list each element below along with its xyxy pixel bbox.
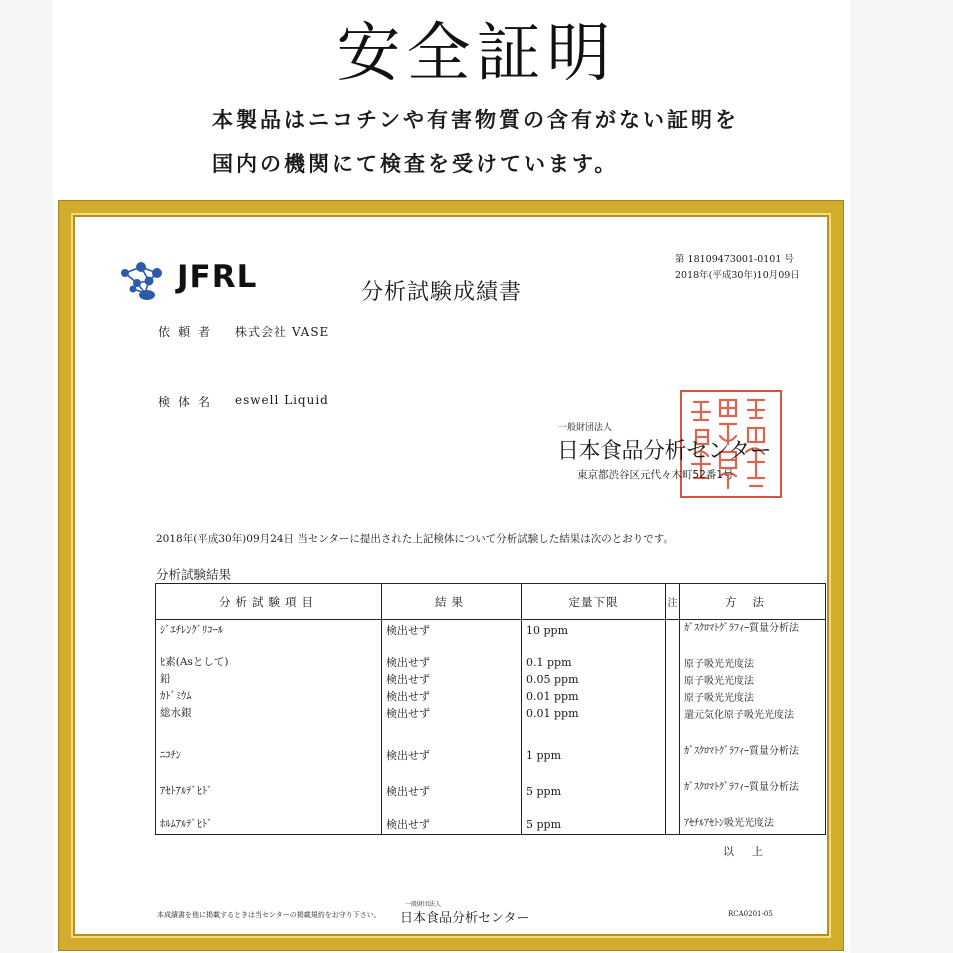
result-cell: 検出せず	[382, 620, 522, 656]
result-cell: 検出せず	[382, 779, 522, 815]
method-cell: ｱｾﾁﾙｱｾﾄﾝ吸光光度法	[680, 815, 826, 835]
item-cell: ｶﾄﾞﾐｳﾑ	[156, 690, 382, 707]
item-cell: ﾋ素(Asとして)	[156, 656, 382, 673]
note-cell	[666, 815, 680, 835]
jfrl-logo	[119, 259, 279, 303]
end-mark: 以上	[723, 845, 781, 858]
item-cell: ｼﾞｴﾁﾚﾝｸﾞﾘｺｰﾙ	[156, 620, 382, 656]
client-label: 依頼者	[158, 325, 219, 339]
header-note: 注	[666, 584, 680, 620]
result-cell: 検出せず	[382, 815, 522, 835]
limit-cell: 0.01 ppm	[522, 690, 666, 707]
method-cell: 原子吸光光度法	[680, 690, 826, 707]
results-table	[155, 583, 826, 835]
method-cell: ｶﾞｽｸﾛﾏﾄｸﾞﾗﾌｨｰ質量分析法	[680, 779, 826, 815]
table-row	[156, 815, 826, 835]
intro-line-2: 国内の機関にて検査を受けています。	[212, 152, 619, 176]
method-cell: ｶﾞｽｸﾛﾏﾄｸﾞﾗﾌｨｰ質量分析法	[680, 743, 826, 779]
note-cell	[666, 673, 680, 690]
header-result: 結果	[382, 584, 522, 620]
headline: 安全証明	[336, 17, 617, 91]
item-cell: ｱｾﾄｱﾙﾃﾞﾋﾄﾞ	[156, 779, 382, 815]
document-number: 第 18109473001-0101 号	[675, 254, 794, 265]
limit-cell: 1 ppm	[522, 743, 666, 779]
sample-label: 検体名	[158, 395, 219, 409]
results-heading: 分析試験結果	[156, 567, 232, 582]
header-method: 方法	[680, 584, 826, 620]
limit-cell: 5 ppm	[522, 779, 666, 815]
result-cell: 検出せず	[382, 743, 522, 779]
logo-text: JFRL	[177, 259, 258, 295]
limit-cell: 0.05 ppm	[522, 673, 666, 690]
analysis-certificate	[71, 213, 831, 938]
limit-cell: 0.1 ppm	[522, 656, 666, 673]
item-cell: 総水銀	[156, 707, 382, 743]
table-header-row	[156, 584, 826, 620]
table-row	[156, 690, 826, 707]
table-row	[156, 743, 826, 779]
result-cell: 検出せず	[382, 673, 522, 690]
client-value: 株式会社 VASE	[235, 325, 330, 339]
header-limit: 定量下限	[522, 584, 666, 620]
header-item: 分析試験項目	[156, 584, 382, 620]
sample-value: eswell Liquid	[235, 393, 329, 407]
method-cell: 原子吸光光度法	[680, 656, 826, 673]
limit-cell: 5 ppm	[522, 815, 666, 835]
footer-organization-type: 一般財団法人	[405, 901, 442, 908]
note-cell	[666, 707, 680, 743]
footer-note: 本成績書を他に掲載するときは当センターの掲載規約をお守り下さい。	[157, 911, 381, 919]
submission-statement: 2018年(平成30年)09月24日 当センターに提出された上記検体について分析試験した結果は次のとおりです。	[156, 533, 674, 545]
note-cell	[666, 690, 680, 707]
document-date: 2018年(平成30年)10月09日	[675, 270, 800, 281]
method-cell: 原子吸光光度法	[680, 673, 826, 690]
item-cell: ﾎﾙﾑｱﾙﾃﾞﾋﾄﾞ	[156, 815, 382, 835]
table-row	[156, 707, 826, 743]
jfrl-logo-icon	[119, 259, 175, 303]
table-row	[156, 656, 826, 673]
method-cell: 還元気化原子吸光光度法	[680, 707, 826, 743]
organization-address: 東京都渋谷区元代々木町52番1号	[577, 469, 734, 481]
organization-name: 日本食品分析センター	[557, 439, 772, 464]
limit-cell: 10 ppm	[522, 620, 666, 656]
note-cell	[666, 620, 680, 656]
note-cell	[666, 656, 680, 673]
table-row	[156, 779, 826, 815]
item-cell: ﾆｺﾁﾝ	[156, 743, 382, 779]
table-row	[156, 620, 826, 656]
gold-picture-frame	[59, 201, 843, 950]
note-cell	[666, 743, 680, 779]
document-title: 分析試験成績書	[361, 280, 523, 305]
limit-cell: 0.01 ppm	[522, 707, 666, 743]
item-cell: 鉛	[156, 673, 382, 690]
footer-form-code: RCA0201-05	[728, 910, 773, 918]
result-cell: 検出せず	[382, 690, 522, 707]
footer-organization: 日本食品分析センター	[400, 911, 530, 926]
method-cell: ｶﾞｽｸﾛﾏﾄｸﾞﾗﾌｨｰ質量分析法	[680, 620, 826, 656]
result-cell: 検出せず	[382, 656, 522, 673]
result-cell: 検出せず	[382, 707, 522, 743]
table-row	[156, 673, 826, 690]
organization-type: 一般財団法人	[558, 423, 613, 433]
note-cell	[666, 779, 680, 815]
intro-line-1: 本製品はニコチンや有害物質の含有がない証明を	[212, 108, 739, 132]
